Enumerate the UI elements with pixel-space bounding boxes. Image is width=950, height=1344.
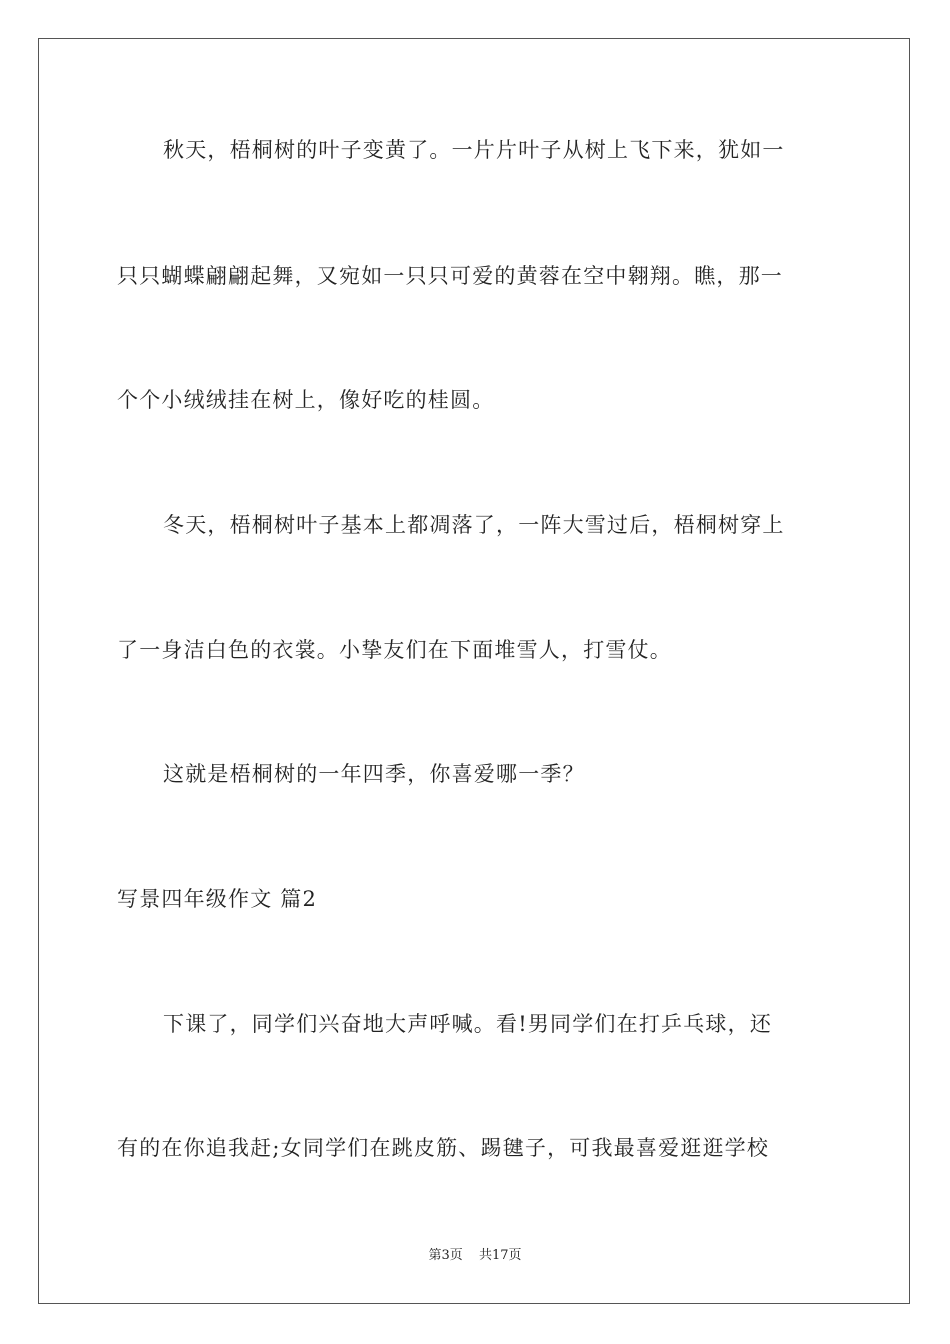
paragraph-line: 这就是梧桐树的一年四季，你喜爱哪一季？ xyxy=(163,762,585,786)
section-heading: 写景四年级作文 篇2 xyxy=(117,887,318,911)
paragraph-line: 有的在你追我赶;女同学们在跳皮筋、踢毽子，可我最喜爱逛逛学校 xyxy=(117,1136,770,1160)
page-border xyxy=(38,38,910,1304)
paragraph-line: 冬天，梧桐树叶子基本上都凋落了，一阵大雪过后，梧桐树穿上 xyxy=(163,513,785,537)
paragraph-line: 秋天，梧桐树的叶子变黄了。一片片叶子从树上飞下来，犹如一 xyxy=(163,138,785,162)
page-number-current: 第3页 xyxy=(428,1248,463,1263)
paragraph-line: 了一身洁白色的衣裳。小挚友们在下面堆雪人，打雪仗。 xyxy=(117,638,672,662)
paragraph-line: 下课了，同学们兴奋地大声呼喊。看!男同学们在打乒乓球，还 xyxy=(163,1012,773,1036)
paragraph-line: 个个小绒绒挂在树上，像好吃的桂圆。 xyxy=(117,388,495,412)
page-footer xyxy=(0,1247,950,1265)
paragraph-line: 只只蝴蝶翩翩起舞，又宛如一只只可爱的黄蓉在空中翱翔。瞧，那一 xyxy=(117,264,783,288)
page-number-total: 共17页 xyxy=(478,1248,522,1263)
